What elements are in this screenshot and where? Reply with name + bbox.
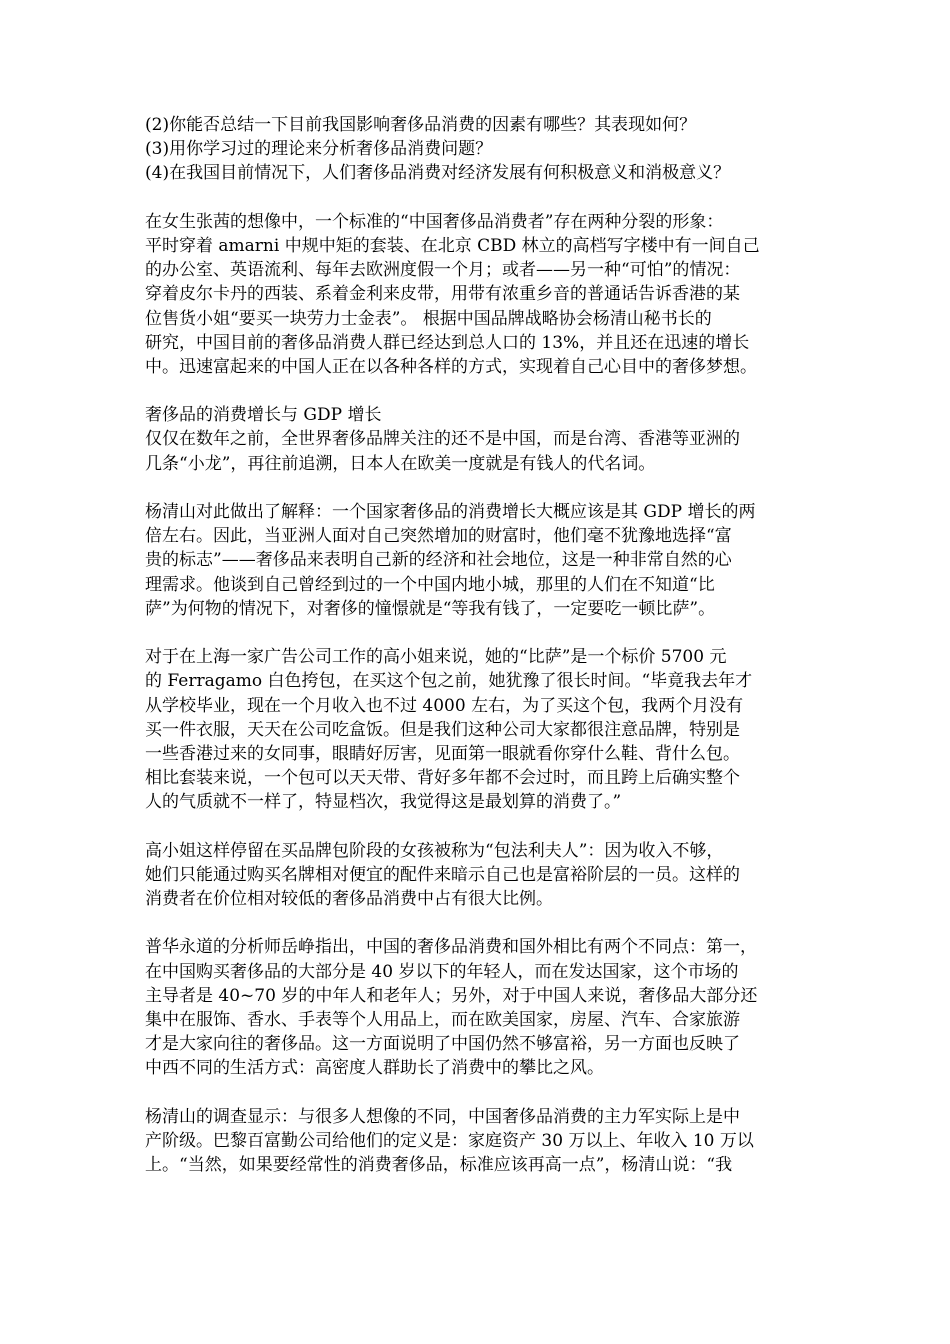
document-page [145, 113, 807, 1177]
text-line: 在女生张茜的想像中，一个标准的“中国奢侈品消费者”存在两种分裂的形象： [145, 211, 724, 232]
text-line: 人的气质就不一样了，特显档次，我觉得这是最划算的消费了。” [145, 792, 622, 813]
text-line: 倍左右。因此，当亚洲人面对自己突然增加的财富时，他们毫不犹豫地选择“富 [145, 526, 732, 547]
paragraph-gao [145, 645, 807, 814]
text-line: 穿着皮尔卡丹的西装、系着金利来皮带，用带有浓重乡音的普通话告诉香港的某 [145, 284, 740, 305]
question-item: (4)在我国目前情况下，人们奢侈品消费对经济发展有何积极意义和消极意义？ [145, 163, 731, 184]
text-line: 杨清山对此做出了解释：一个国家奢侈品的消费增长大概应该是其 GDP 增长的两 [145, 502, 756, 522]
text-line: 几条“小龙”，再往前追溯，日本人在欧美一度就是有钱人的代名词。 [145, 453, 656, 474]
text-line: 的 Ferragamo 白色挎包，在买这个包之前，她犹豫了很长时间。“毕竟我去年才 [145, 671, 753, 692]
paragraph-survey [145, 1105, 807, 1178]
text-line: 研究，中国目前的奢侈品消费人群已经达到总人口的 13%，并且还在迅速的增长 [145, 332, 750, 353]
text-line: 她们只能通过购买名牌相对便宜的配件来暗示自己也是富裕阶层的一员。这样的 [145, 864, 740, 885]
text-line: 才是大家向往的奢侈品。这一方面说明了中国仍然不够富裕，另一方面也反映了 [145, 1034, 740, 1055]
text-line: 主导者是 40~70 岁的中年人和老年人；另外，对于中国人来说，奢侈品大部分还 [145, 985, 758, 1006]
text-line: 平时穿着 amarni 中规中矩的套装、在北京 CBD 林立的高档写字楼中有一间自己 [145, 235, 760, 256]
paragraph-gap [145, 186, 807, 210]
text-line: 上。“当然，如果要经常性的消费奢侈品，标准应该再高一点”，杨清山说：“我 [145, 1155, 733, 1176]
question-item: (3)用你学习过的理论来分析奢侈品消费问题？ [145, 139, 493, 160]
text-line: 在中国购买奢侈品的大部分是 40 岁以下的年轻人，而在发达国家，这个市场的 [145, 961, 739, 982]
text-line: 从学校毕业，现在一个月收入也不过 4000 左右，为了买这个包，我两个月没有 [145, 695, 744, 716]
paragraph-gap [145, 911, 807, 935]
text-line: 高小姐这样停留在买品牌包阶段的女孩被称为“包法利夫人”：因为收入不够， [145, 840, 724, 861]
text-line: 一些香港过来的女同事，眼睛好厉害，见面第一眼就看你穿什么鞋、背什么包。 [145, 743, 740, 764]
text-line: 仅仅在数年之前，全世界奢侈品牌关注的还不是中国，而是台湾、香港等亚洲的 [145, 429, 740, 450]
paragraph-bovary [145, 839, 807, 912]
paragraph-gap [145, 476, 807, 500]
text-line: 买一件衣服，天天在公司吃盒饭。但是我们这种公司大家都很注意品牌，特别是 [145, 719, 740, 740]
paragraph-explanation [145, 500, 807, 621]
text-line: 消费者在价位相对较低的奢侈品消费中占有很大比例。 [145, 889, 553, 909]
text-line: 中西不同的生活方式：高密度人群助长了消费中的攀比之风。 [145, 1058, 604, 1079]
text-line: 产阶级。巴黎百富勤公司给他们的定义是：家庭资产 30 万以上、年收入 10 万以 [145, 1130, 754, 1151]
text-line: 贵的标志”——奢侈品来表明自己新的经济和社会地位，这是一种非常自然的心 [145, 550, 732, 571]
text-line: 杨清山的调查显示：与很多人想像的不同，中国奢侈品消费的主力军实际上是中 [145, 1106, 740, 1127]
paragraph-gap [145, 814, 807, 838]
text-line: 的办公室、英语流利、每年去欧洲度假一个月；或者——另一种“可怕”的情况： [145, 260, 741, 281]
text-line: 中。迅速富起来的中国人正在以各种各样的方式，实现着自己心目中的奢侈梦想。 [145, 356, 757, 377]
text-line: 理需求。他谈到自己曾经到过的一个中国内地小城，那里的人们在不知道“比 [145, 574, 715, 595]
question-item: (2)你能否总结一下目前我国影响奢侈品消费的因素有哪些？其表现如何？ [145, 115, 697, 135]
paragraph-gap [145, 379, 807, 403]
paragraph-gap [145, 621, 807, 645]
text-line: 位售货小姐“要买一块劳力士金表”。 根据中国品牌战略协会杨清山秘书长的 [145, 308, 712, 329]
question-list [145, 113, 807, 186]
text-line: 集中在服饰、香水、手表等个人用品上，而在欧美国家，房屋、汽车、合家旅游 [145, 1009, 740, 1030]
text-line: 普华永道的分析师岳峥指出，中国的奢侈品消费和国外相比有两个不同点：第一， [145, 937, 757, 958]
section-heading: 奢侈品的消费增长与 GDP 增长 [145, 405, 382, 426]
text-line: 相比套装来说，一个包可以天天带、背好多年都不会过时，而且跨上后确实整个 [145, 768, 740, 789]
paragraph-pwc [145, 935, 807, 1080]
paragraph-gdp [145, 403, 807, 476]
paragraph-intro [145, 210, 807, 379]
paragraph-gap [145, 1081, 807, 1105]
text-line: 对于在上海一家广告公司工作的高小姐来说，她的“比萨”是一个标价 5700 元 [145, 647, 727, 668]
text-line: 萨”为何物的情况下，对奢侈的憧憬就是“等我有钱了，一定要吃一顿比萨”。 [145, 598, 716, 619]
